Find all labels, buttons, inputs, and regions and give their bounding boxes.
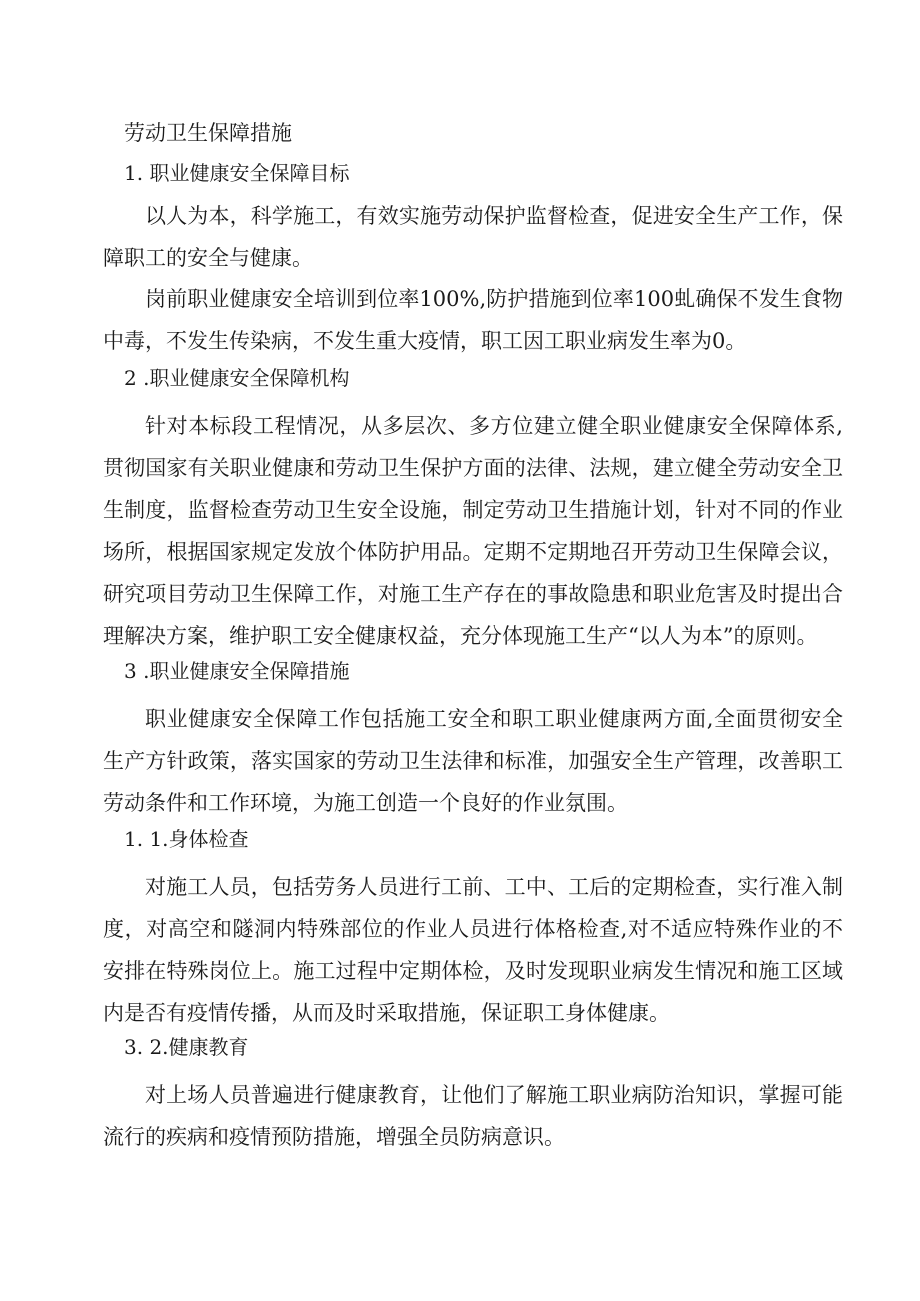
subsection-2-paragraph-1: 对上场人员普遍进行健康教育，让他们了解施工职业病防治知识，掌握可能流行的疾病和疫情预防措施，增强全员防病意识。 [103,1083,843,1149]
section-3-paragraph-1: 职业健康安全保障工作包括施工安全和职工职业健康两方面,全面贯彻安全生产方针政策，落实国家的劳动卫生法律和标准，加强安全生产管理，改善职工劳动条件和工作环境，为施工创造一个良好的作业氛围。 [103,707,843,815]
section-1-paragraph-1: 以人为本，科学施工，有效实施劳动保护监督检查，促进安全生产工作，保障职工的安全与健康。 [103,204,843,270]
document-title: 劳动卫生保障措施 [124,121,292,145]
subsection-1-heading: 1. 1.身体检查 [124,827,249,851]
section-2-heading: 2 .职业健康安全保障机构 [124,366,350,390]
section-1-heading: 1. 职业健康安全保障目标 [124,161,350,185]
section-3-heading: 3 .职业健康安全保障措施 [124,659,350,683]
subsection-2-heading: 3. 2.健康教育 [124,1035,249,1059]
section-1-paragraph-2: 岗前职业健康安全培训到位率100%,防护措施到位率100虬确保不发生食物中毒，不发生传染病，不发生重大疫情，职工因工职业病发生率为0。 [103,287,843,353]
section-2-paragraph-1: 针对本标段工程情况，从多层次、多方位建立健全职业健康安全保障体系,贯彻国家有关职业健康和劳动卫生保护方面的法律、法规，建立健全劳动安全卫生制度，监督检查劳动卫生安全设施，制定劳动卫生措施计划，针对不同的作业场所，根据国家规定发放个体防护用品。定期不定期地召开劳动卫生保障会议，研究项目劳动卫生保障工作，对施工生产存在的事故隐患和职业危害及时提出合理解决方案，维护职工安全健康权益，充分体现施工生产“以人为本”的原则。 [103,414,843,648]
subsection-1-paragraph-1: 对施工人员，包括劳务人员进行工前、工中、工后的定期检查，实行准入制度，对高空和隧洞内特殊部位的作业人员进行体格检查,对不适应特殊作业的不安排在特殊岗位上。施工过程中定期体检，及时发现职业病发生情况和施工区域内是否有疫情传播，从而及时采取措施，保证职工身体健康。 [103,875,843,1025]
